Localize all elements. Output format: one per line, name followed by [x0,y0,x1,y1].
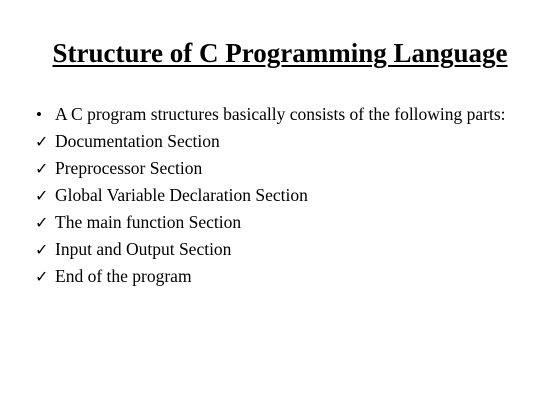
checkmark-icon: ✓ [35,240,49,259]
list-item-main-function [36,209,536,236]
list-item-label: Preprocessor Section [55,158,203,178]
list-item-label: Documentation Section [55,131,220,151]
checkmark-icon: ✓ [35,186,49,205]
list-item-preprocessor [36,155,536,182]
checkmark-icon: ✓ [35,213,49,232]
list-item-end-of-program [36,263,536,290]
list-item-global-variable [36,182,536,209]
intro-list-item [36,101,536,128]
checkmark-icon: ✓ [35,132,49,151]
bullet-icon: • [36,105,42,124]
checkmark-icon: ✓ [35,267,49,286]
slide-title: Structure of C Programming Language [52,38,508,68]
list-item-input-output [36,236,536,263]
content-list [36,101,536,290]
checkmark-icon: ✓ [35,159,49,178]
list-item-documentation [36,128,536,155]
list-item-label: End of the program [55,266,192,286]
list-item-label: Input and Output Section [55,239,232,259]
list-item-label: The main function Section [55,212,242,232]
list-item-label: Global Variable Declaration Section [55,185,308,205]
intro-text: A C program structures basically consists of the following parts: [55,104,506,124]
